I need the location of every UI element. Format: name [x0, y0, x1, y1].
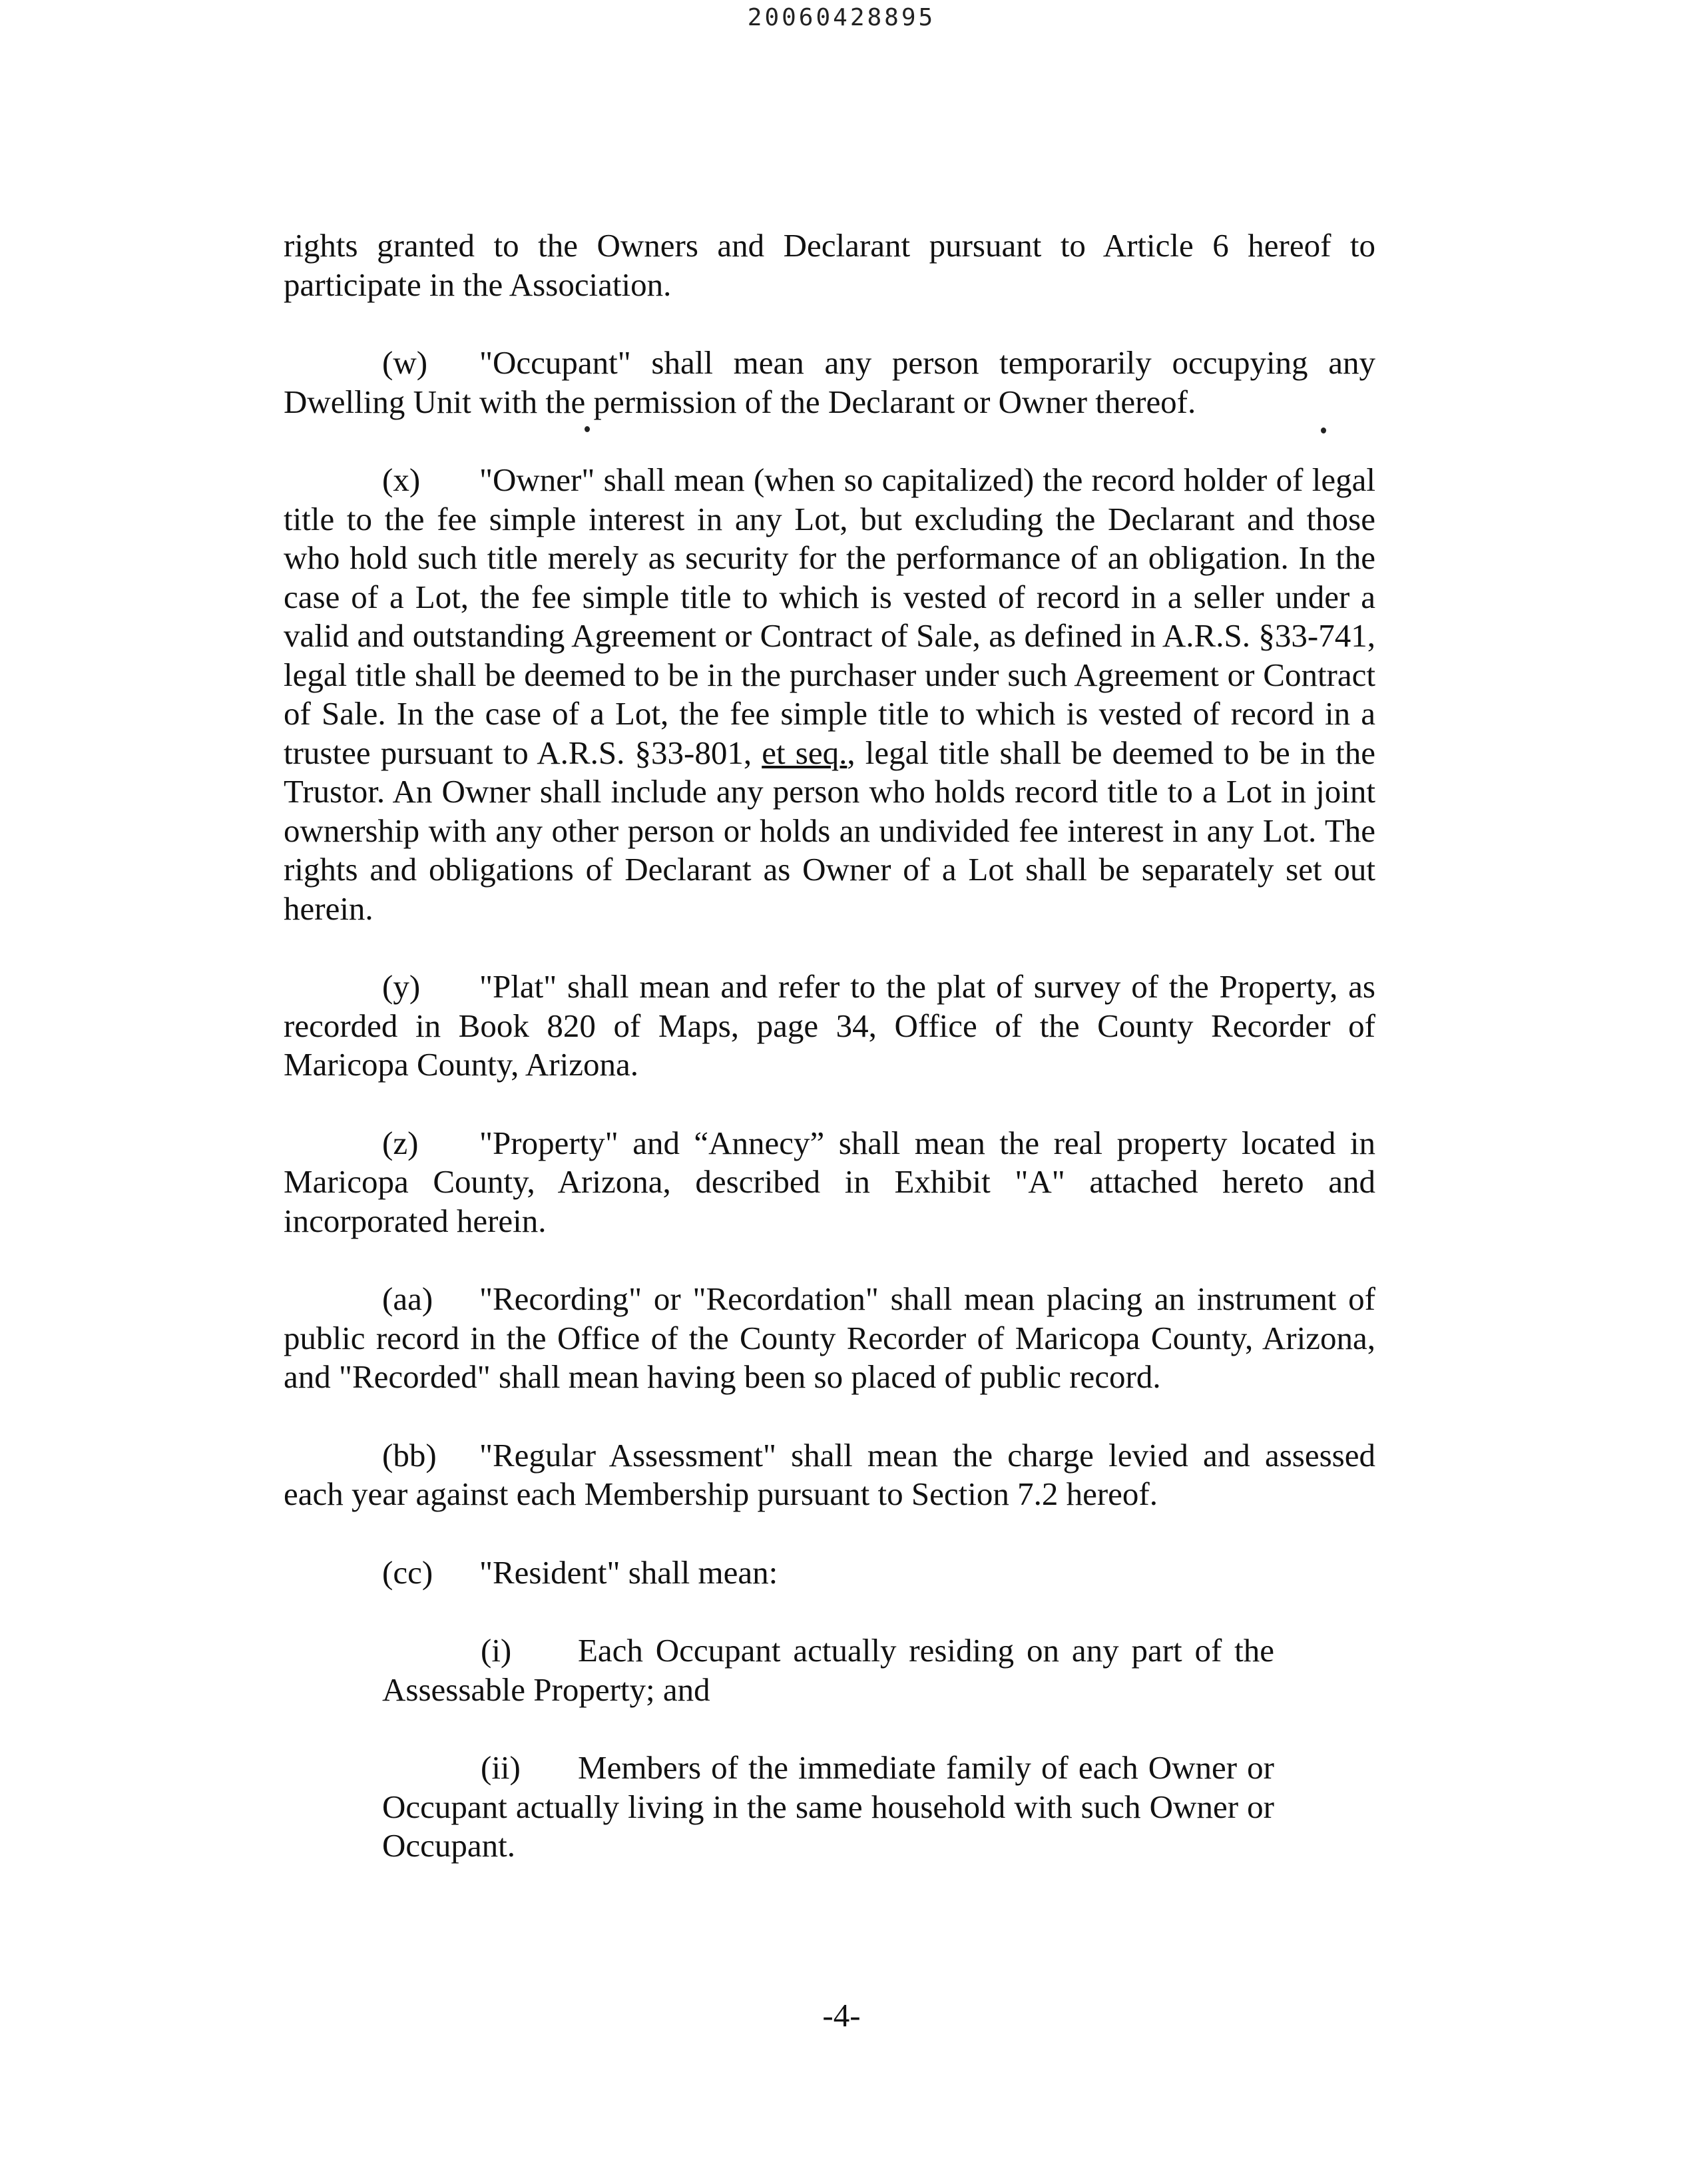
definition-text: "Occupant" shall mean any person temporarily occupying any Dwelling Unit with the permission of the Declarant or Owner thereof.	[284, 344, 1375, 420]
subitem-text: Each Occupant actually residing on any part of the Assessable Property; and	[382, 1632, 1274, 1708]
definition-w	[284, 344, 1375, 421]
definition-cc-sub-i	[382, 1631, 1274, 1709]
et-seq-citation: et seq.	[762, 734, 847, 771]
document-body	[284, 226, 1375, 1905]
subitem-label: (i)	[481, 1632, 512, 1669]
definition-x	[284, 461, 1375, 928]
definition-text: "Plat" shall mean and refer to the plat of survey of the Property, as recorded in Book 820 of Maps, page 34, Office of the County Recorder of Maricopa County, Arizona.	[284, 968, 1375, 1083]
document-number: 20060428895	[747, 4, 936, 31]
definition-label: (x)	[382, 461, 421, 498]
definition-label: (w)	[382, 344, 428, 381]
definition-z	[284, 1124, 1375, 1241]
definition-label: (aa)	[382, 1280, 433, 1317]
definition-aa	[284, 1280, 1375, 1397]
definition-label: (y)	[382, 968, 421, 1005]
definition-label: (z)	[382, 1124, 419, 1161]
definition-y	[284, 967, 1375, 1085]
continuation-paragraph: rights granted to the Owners and Declarant pursuant to Article 6 hereof to participate in the Association.	[284, 227, 1375, 303]
definition-text: "Regular Assessment" shall mean the charge levied and assessed each year against each Membership pursuant to Section 7.2 hereof.	[284, 1436, 1375, 1512]
subitem-label: (ii)	[481, 1749, 521, 1786]
definition-label: (bb)	[382, 1436, 437, 1474]
subitem-text: Members of the immediate family of each Owner or Occupant actually living in the same household with such Owner or Occupant.	[382, 1749, 1274, 1864]
definition-label: (cc)	[382, 1553, 433, 1591]
definition-text-continued: , legal title shall be deemed to be in the Trustor. An Owner shall include any person who holds record title to a Lot in joint ownership with any other person or holds an undivided fee interest in any Lot. The rights and obligations of Declarant as Owner of a Lot shall be separately set out herein.	[284, 734, 1375, 927]
definition-bb	[284, 1436, 1375, 1514]
definition-text: "Owner" shall mean (when so capitalized) the record holder of legal title to the fee simple interest in any Lot, but excluding the Declarant and those who hold such title merely as security for the performance of an obligation. In the case of a Lot, the fee simple title to which is vested of record in a seller under a valid and outstanding Agreement or Contract of Sale, as defined in A.R.S. §33-741, legal title shall be deemed to be in the purchaser under such Agreement or Contract of Sale. In the case of a Lot, the fee simple title to which is vested of record in a trustee pursuant to A.R.S. §33-801,	[284, 461, 1375, 771]
definition-text: "Resident" shall mean:	[479, 1553, 778, 1591]
page-number: -4-	[822, 1997, 861, 2034]
definition-text: "Recording" or "Recordation" shall mean placing an instrument of public record in the Office of the County Recorder of Maricopa County, Arizona, and "Recorded" shall mean having been so placed of public record.	[284, 1280, 1375, 1395]
definition-text: "Property" and “Annecy” shall mean the real property located in Maricopa County, Arizona, described in Exhibit "A" attached hereto and incorporated herein.	[284, 1124, 1375, 1239]
definition-cc	[284, 1553, 1375, 1593]
definition-cc-sub-ii	[382, 1749, 1274, 1866]
